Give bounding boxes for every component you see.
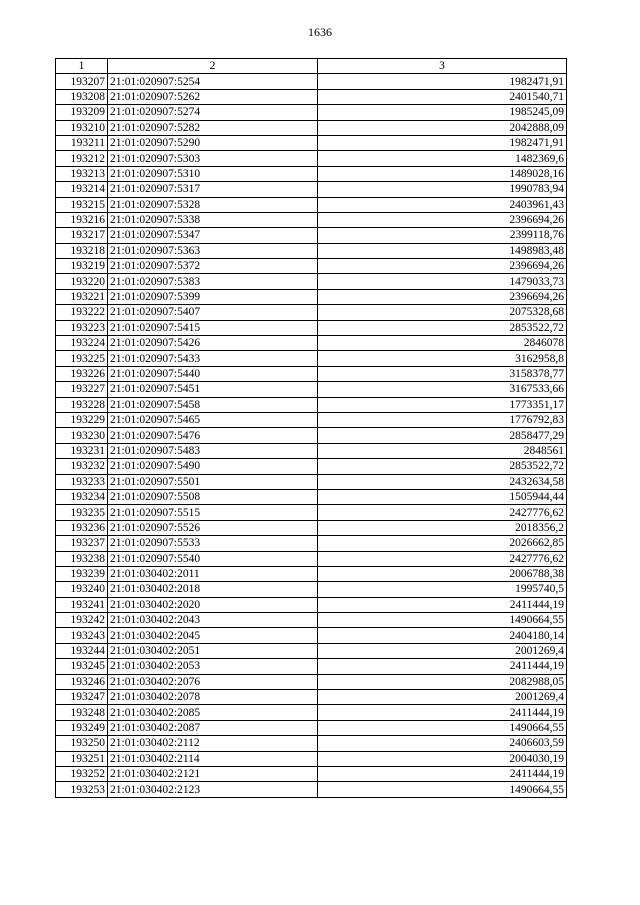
table-row bbox=[56, 351, 567, 366]
table-row bbox=[56, 289, 567, 304]
table-row bbox=[56, 597, 567, 612]
cadastral-number-cell: 21:01:030402:2114 bbox=[108, 751, 318, 766]
value-cell: 2396694,26 bbox=[318, 259, 567, 274]
value-cell: 2075328,68 bbox=[318, 305, 567, 320]
cadastral-number-cell: 21:01:020907:5508 bbox=[108, 489, 318, 504]
row-number-cell: 193243 bbox=[56, 628, 108, 643]
row-number-cell: 193212 bbox=[56, 151, 108, 166]
table-row bbox=[56, 489, 567, 504]
table-row bbox=[56, 551, 567, 566]
row-number-cell: 193240 bbox=[56, 582, 108, 597]
table-row bbox=[56, 736, 567, 751]
row-number-cell: 193225 bbox=[56, 351, 108, 366]
row-number-cell: 193216 bbox=[56, 212, 108, 227]
value-cell: 3167533,66 bbox=[318, 382, 567, 397]
table-row bbox=[56, 628, 567, 643]
row-number-cell: 193221 bbox=[56, 289, 108, 304]
table-row bbox=[56, 397, 567, 412]
value-cell: 2001269,4 bbox=[318, 690, 567, 705]
cadastral-number-cell: 21:01:020907:5465 bbox=[108, 412, 318, 427]
column-header-3: 3 bbox=[318, 59, 567, 74]
value-cell: 1490664,55 bbox=[318, 720, 567, 735]
cadastral-number-cell: 21:01:020907:5501 bbox=[108, 474, 318, 489]
row-number-cell: 193214 bbox=[56, 182, 108, 197]
table-header-row bbox=[56, 59, 567, 74]
value-cell: 2432634,58 bbox=[318, 474, 567, 489]
table-row bbox=[56, 690, 567, 705]
table-row bbox=[56, 182, 567, 197]
table-row bbox=[56, 751, 567, 766]
value-cell: 2427776,62 bbox=[318, 505, 567, 520]
row-number-cell: 193249 bbox=[56, 720, 108, 735]
column-header-2: 2 bbox=[108, 59, 318, 74]
table-row bbox=[56, 443, 567, 458]
row-number-cell: 193246 bbox=[56, 674, 108, 689]
value-cell: 1985245,09 bbox=[318, 105, 567, 120]
cadastral-number-cell: 21:01:020907:5254 bbox=[108, 74, 318, 89]
row-number-cell: 193252 bbox=[56, 766, 108, 781]
row-number-cell: 193222 bbox=[56, 305, 108, 320]
row-number-cell: 193237 bbox=[56, 536, 108, 551]
table-row bbox=[56, 243, 567, 258]
row-number-cell: 193231 bbox=[56, 443, 108, 458]
table-row bbox=[56, 459, 567, 474]
column-header-1: 1 bbox=[56, 59, 108, 74]
row-number-cell: 193224 bbox=[56, 336, 108, 351]
cadastral-number-cell: 21:01:020907:5282 bbox=[108, 120, 318, 135]
cadastral-number-cell: 21:01:020907:5490 bbox=[108, 459, 318, 474]
table-row bbox=[56, 674, 567, 689]
row-number-cell: 193247 bbox=[56, 690, 108, 705]
cadastral-number-cell: 21:01:030402:2045 bbox=[108, 628, 318, 643]
table-row bbox=[56, 782, 567, 797]
value-cell: 1982471,91 bbox=[318, 74, 567, 89]
value-cell: 2082988,05 bbox=[318, 674, 567, 689]
cadastral-number-cell: 21:01:020907:5476 bbox=[108, 428, 318, 443]
cadastral-number-cell: 21:01:020907:5399 bbox=[108, 289, 318, 304]
data-table bbox=[55, 58, 567, 798]
row-number-cell: 193250 bbox=[56, 736, 108, 751]
cadastral-number-cell: 21:01:020907:5290 bbox=[108, 135, 318, 150]
row-number-cell: 193226 bbox=[56, 366, 108, 381]
value-cell: 2853522,72 bbox=[318, 320, 567, 335]
row-number-cell: 193234 bbox=[56, 489, 108, 504]
value-cell: 2846078 bbox=[318, 336, 567, 351]
row-number-cell: 193219 bbox=[56, 259, 108, 274]
value-cell: 3162958,8 bbox=[318, 351, 567, 366]
cadastral-number-cell: 21:01:030402:2123 bbox=[108, 782, 318, 797]
row-number-cell: 193207 bbox=[56, 74, 108, 89]
cadastral-number-cell: 21:01:030402:2051 bbox=[108, 643, 318, 658]
row-number-cell: 193211 bbox=[56, 135, 108, 150]
row-number-cell: 193227 bbox=[56, 382, 108, 397]
value-cell: 1505944,44 bbox=[318, 489, 567, 504]
cadastral-number-cell: 21:01:030402:2018 bbox=[108, 582, 318, 597]
table-row bbox=[56, 613, 567, 628]
cadastral-number-cell: 21:01:020907:5310 bbox=[108, 166, 318, 181]
row-number-cell: 193218 bbox=[56, 243, 108, 258]
row-number-cell: 193241 bbox=[56, 597, 108, 612]
value-cell: 2001269,4 bbox=[318, 643, 567, 658]
cadastral-number-cell: 21:01:020907:5440 bbox=[108, 366, 318, 381]
value-cell: 1482369,6 bbox=[318, 151, 567, 166]
value-cell: 2026662,85 bbox=[318, 536, 567, 551]
cadastral-number-cell: 21:01:020907:5372 bbox=[108, 259, 318, 274]
cadastral-number-cell: 21:01:020907:5303 bbox=[108, 151, 318, 166]
cadastral-number-cell: 21:01:020907:5526 bbox=[108, 520, 318, 535]
value-cell: 1990783,94 bbox=[318, 182, 567, 197]
table-row bbox=[56, 720, 567, 735]
value-cell: 2411444,19 bbox=[318, 597, 567, 612]
cadastral-number-cell: 21:01:020907:5515 bbox=[108, 505, 318, 520]
table-row bbox=[56, 412, 567, 427]
row-number-cell: 193215 bbox=[56, 197, 108, 212]
row-number-cell: 193239 bbox=[56, 566, 108, 581]
table-row bbox=[56, 643, 567, 658]
table-row bbox=[56, 197, 567, 212]
cadastral-number-cell: 21:01:020907:5426 bbox=[108, 336, 318, 351]
table-row bbox=[56, 89, 567, 104]
table-row bbox=[56, 566, 567, 581]
table-row bbox=[56, 105, 567, 120]
table-row bbox=[56, 120, 567, 135]
row-number-cell: 193232 bbox=[56, 459, 108, 474]
table-row bbox=[56, 336, 567, 351]
table-row bbox=[56, 305, 567, 320]
table-row bbox=[56, 166, 567, 181]
row-number-cell: 193248 bbox=[56, 705, 108, 720]
cadastral-number-cell: 21:01:020907:5540 bbox=[108, 551, 318, 566]
cadastral-number-cell: 21:01:020907:5533 bbox=[108, 536, 318, 551]
cadastral-number-cell: 21:01:020907:5363 bbox=[108, 243, 318, 258]
row-number-cell: 193238 bbox=[56, 551, 108, 566]
cadastral-number-cell: 21:01:030402:2085 bbox=[108, 705, 318, 720]
value-cell: 2042888,09 bbox=[318, 120, 567, 135]
cadastral-number-cell: 21:01:030402:2112 bbox=[108, 736, 318, 751]
row-number-cell: 193220 bbox=[56, 274, 108, 289]
value-cell: 2848561 bbox=[318, 443, 567, 458]
row-number-cell: 193217 bbox=[56, 228, 108, 243]
table-row bbox=[56, 151, 567, 166]
value-cell: 3158378,77 bbox=[318, 366, 567, 381]
table-body bbox=[56, 74, 567, 797]
table-row bbox=[56, 520, 567, 535]
value-cell: 1498983,48 bbox=[318, 243, 567, 258]
value-cell: 1995740,5 bbox=[318, 582, 567, 597]
table-row bbox=[56, 320, 567, 335]
cadastral-number-cell: 21:01:020907:5383 bbox=[108, 274, 318, 289]
cadastral-number-cell: 21:01:020907:5262 bbox=[108, 89, 318, 104]
value-cell: 2853522,72 bbox=[318, 459, 567, 474]
value-cell: 2018356,2 bbox=[318, 520, 567, 535]
row-number-cell: 193251 bbox=[56, 751, 108, 766]
row-number-cell: 193228 bbox=[56, 397, 108, 412]
row-number-cell: 193223 bbox=[56, 320, 108, 335]
row-number-cell: 193213 bbox=[56, 166, 108, 181]
table-row bbox=[56, 705, 567, 720]
value-cell: 2403961,43 bbox=[318, 197, 567, 212]
row-number-cell: 193229 bbox=[56, 412, 108, 427]
table-row bbox=[56, 259, 567, 274]
value-cell: 2004030,19 bbox=[318, 751, 567, 766]
row-number-cell: 193233 bbox=[56, 474, 108, 489]
table-row bbox=[56, 536, 567, 551]
cadastral-number-cell: 21:01:030402:2053 bbox=[108, 659, 318, 674]
value-cell: 1490664,55 bbox=[318, 613, 567, 628]
table-row bbox=[56, 582, 567, 597]
cadastral-number-cell: 21:01:030402:2087 bbox=[108, 720, 318, 735]
value-cell: 2411444,19 bbox=[318, 659, 567, 674]
table-row bbox=[56, 428, 567, 443]
table-row bbox=[56, 505, 567, 520]
value-cell: 2406603,59 bbox=[318, 736, 567, 751]
table-row bbox=[56, 766, 567, 781]
value-cell: 2404180,14 bbox=[318, 628, 567, 643]
cadastral-number-cell: 21:01:030402:2076 bbox=[108, 674, 318, 689]
value-cell: 2411444,19 bbox=[318, 705, 567, 720]
row-number-cell: 193244 bbox=[56, 643, 108, 658]
row-number-cell: 193253 bbox=[56, 782, 108, 797]
table-row bbox=[56, 366, 567, 381]
value-cell: 2396694,26 bbox=[318, 212, 567, 227]
value-cell: 2006788,38 bbox=[318, 566, 567, 581]
cadastral-number-cell: 21:01:030402:2121 bbox=[108, 766, 318, 781]
cadastral-number-cell: 21:01:030402:2011 bbox=[108, 566, 318, 581]
cadastral-number-cell: 21:01:020907:5458 bbox=[108, 397, 318, 412]
table-row bbox=[56, 274, 567, 289]
value-cell: 2858477,29 bbox=[318, 428, 567, 443]
cadastral-number-cell: 21:01:020907:5317 bbox=[108, 182, 318, 197]
cadastral-number-cell: 21:01:020907:5347 bbox=[108, 228, 318, 243]
cadastral-number-cell: 21:01:020907:5407 bbox=[108, 305, 318, 320]
value-cell: 1479033,73 bbox=[318, 274, 567, 289]
row-number-cell: 193208 bbox=[56, 89, 108, 104]
table-row bbox=[56, 212, 567, 227]
table-row bbox=[56, 382, 567, 397]
cadastral-number-cell: 21:01:030402:2043 bbox=[108, 613, 318, 628]
row-number-cell: 193235 bbox=[56, 505, 108, 520]
cadastral-number-cell: 21:01:020907:5415 bbox=[108, 320, 318, 335]
cadastral-number-cell: 21:01:020907:5338 bbox=[108, 212, 318, 227]
value-cell: 1489028,16 bbox=[318, 166, 567, 181]
cadastral-number-cell: 21:01:030402:2078 bbox=[108, 690, 318, 705]
value-cell: 2411444,19 bbox=[318, 766, 567, 781]
table-row bbox=[56, 228, 567, 243]
row-number-cell: 193236 bbox=[56, 520, 108, 535]
value-cell: 1982471,91 bbox=[318, 135, 567, 150]
value-cell: 1490664,55 bbox=[318, 782, 567, 797]
value-cell: 1773351,17 bbox=[318, 397, 567, 412]
row-number-cell: 193242 bbox=[56, 613, 108, 628]
cadastral-number-cell: 21:01:020907:5328 bbox=[108, 197, 318, 212]
value-cell: 2401540,71 bbox=[318, 89, 567, 104]
value-cell: 2427776,62 bbox=[318, 551, 567, 566]
row-number-cell: 193245 bbox=[56, 659, 108, 674]
table-row bbox=[56, 474, 567, 489]
table-row bbox=[56, 659, 567, 674]
row-number-cell: 193230 bbox=[56, 428, 108, 443]
cadastral-number-cell: 21:01:030402:2020 bbox=[108, 597, 318, 612]
cadastral-number-cell: 21:01:020907:5451 bbox=[108, 382, 318, 397]
page-number: 1636 bbox=[308, 25, 332, 39]
row-number-cell: 193209 bbox=[56, 105, 108, 120]
cadastral-number-cell: 21:01:020907:5433 bbox=[108, 351, 318, 366]
value-cell: 1776792,83 bbox=[318, 412, 567, 427]
value-cell: 2396694,26 bbox=[318, 289, 567, 304]
table-row bbox=[56, 74, 567, 89]
cadastral-number-cell: 21:01:020907:5483 bbox=[108, 443, 318, 458]
cadastral-number-cell: 21:01:020907:5274 bbox=[108, 105, 318, 120]
value-cell: 2399118,76 bbox=[318, 228, 567, 243]
table-row bbox=[56, 135, 567, 150]
row-number-cell: 193210 bbox=[56, 120, 108, 135]
